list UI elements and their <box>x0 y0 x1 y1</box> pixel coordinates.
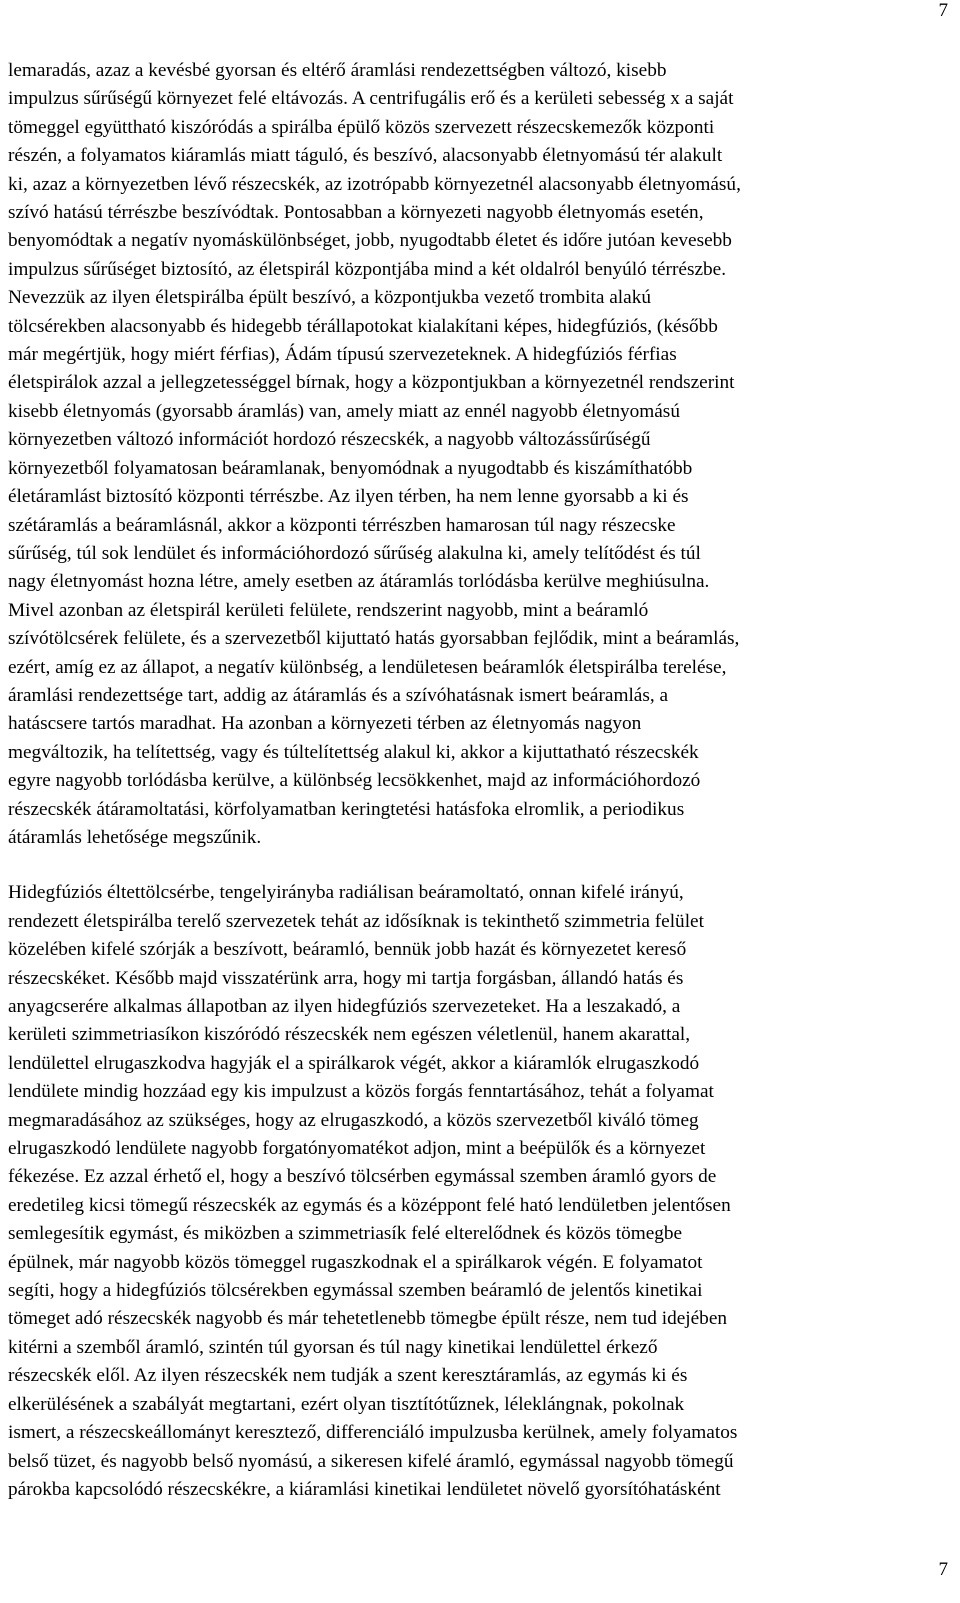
text-line: részén, a folyamatos kiáramlás miatt táguló, és beszívó, alacsonyabb életnyomású tér alakult <box>8 145 723 167</box>
text-line: környezetben változó információt hordozó részecskék, a nagyobb változássűrűségű <box>8 429 651 451</box>
paragraph-1 <box>8 57 928 852</box>
text-line: fékezése. Ez azzal érhető el, hogy a beszívó tölcsérben egymással szemben áramló gyors de <box>8 1166 717 1188</box>
text-line: segíti, hogy a hidegfúziós tölcsérekben egymással szemben beáramló de jelentős kinetikai <box>8 1280 703 1302</box>
text-line: semlegesítik egymást, és miközben a szimmetriasík felé elterelődnek és közös tömegbe <box>8 1223 683 1245</box>
text-line: sűrűség, túl sok lendület és információhordozó sűrűség alakulna ki, amely telítődést és túl <box>8 542 701 564</box>
page-number-bottom: 7 <box>938 1559 948 1580</box>
text-line: impulzus sűrűséget biztosító, az életspirál központjába mind a két oldalról benyúló térrészbe. <box>8 258 727 280</box>
text-line: ki, azaz a környezetben lévő részecskék, az izotrópabb környezetnél alacsonyabb életnyomású, <box>8 173 741 195</box>
text-line: eredetileg kicsi tömegű részecskék az egymás és a középpont felé ható lendületben jelentősen <box>8 1194 731 1216</box>
text-line: részecskék átáramoltatási, körfolyamatban keringtetési hatásfoka elromlik, a periodikus <box>8 798 685 820</box>
document-body <box>8 57 928 1504</box>
text-line: átáramlás lehetősége megszűnik. <box>8 826 262 848</box>
text-line: elkerülésének a szabályát megtartani, ezért olyan tisztítótűznek, léleklángnak, pokolnak <box>8 1393 685 1415</box>
text-line: közelében kifelé szórják a beszívott, beáramló, bennük jobb hazát és környezetet kereső <box>8 939 687 961</box>
text-line: megmaradásához az szükséges, hogy az elrugaszkodó, a közös szervezetből kiváló tömeg <box>8 1109 699 1131</box>
text-line: áramlási rendezettsége tart, addig az átáramlás és a szívóhatásnak ismert beáramlás, a <box>8 684 669 706</box>
text-line: Mivel azonban az életspirál kerületi felülete, rendszerint nagyobb, mint a beáramló <box>8 599 649 621</box>
text-line: anyagcserére alkalmas állapotban az ilyen hidegfúziós szervezeteket. Ha a leszakadó, a <box>8 996 681 1017</box>
text-line: kitérni a szemből áramló, szintén túl gyorsan és túl nagy kinetikai lendülettel érkező <box>8 1336 658 1358</box>
text-line: egyre nagyobb torlódásba kerülve, a különbség lecsökkenhet, majd az információhordozó <box>8 770 701 792</box>
text-line: párokba kapcsolódó részecskékre, a kiáramlási kinetikai lendületet növelő gyorsítóhatásként <box>8 1478 721 1500</box>
text-line: környezetből folyamatosan beáramlanak, benyomódnak a nyugodtabb és kiszámíthatóbb <box>8 457 693 479</box>
text-line: részecskéket. Később majd visszatérünk arra, hogy mi tartja forgásban, állandó hatás és <box>8 967 684 989</box>
text-line: ezért, amíg ez az állapot, a negatív különbség, a lendületesen beáramlók életspirálba terelése, <box>8 656 727 678</box>
text-line: szívó hatású térrészbe beszívódtak. Pontosabban a környezeti nagyobb életnyomás esetén, <box>8 202 704 224</box>
text-line: megváltozik, ha telítettség, vagy és túltelítettség alakul ki, akkor a kijuttatható részecskék <box>8 741 699 763</box>
text-line: lendülete mindig hozzáad egy kis impulzust a közös forgás fenntartásához, tehát a folyamat <box>8 1081 714 1103</box>
text-line: hatáscsere tartós maradhat. Ha azonban a környezeti térben az életnyomás nagyon <box>8 713 642 735</box>
paragraph-2 <box>8 879 928 1504</box>
text-line: már megértjük, hogy miért férfias), Ádám típusú szervezeteknek. A hidegfúziós férfias <box>8 344 677 366</box>
text-line: impulzus sűrűségű környezet felé eltávozás. A centrifugális erő és a kerületi sebesség x a saját <box>8 88 734 110</box>
text-line: elrugaszkodó lendülete nagyobb forgatónyomatékot adjon, mint a beépülők és a környezet <box>8 1138 706 1160</box>
text-line: tömeggel együttható kiszóródás a spirálba épülő közös szervezett részecskemezők központi <box>8 116 715 138</box>
text-line: tölcsérekben alacsonyabb és hidegebb térállapotokat kialakítani képes, hidegfúziós, (később <box>8 315 718 337</box>
text-line: benyomódtak a negatív nyomáskülönbséget, jobb, nyugodtabb életet és időre jutóan kevesebb <box>8 230 732 252</box>
text-line: lemaradás, azaz a kevésbé gyorsan és eltérő áramlási rendezettségben változó, kisebb <box>8 60 667 81</box>
text-line: életspirálok azzal a jellegzetességgel bírnak, hogy a központjukban a környezetnél rendszerint <box>8 372 735 394</box>
text-line: szívótölcsérek felülete, és a szervezetből kijuttató hatás gyorsabban fejlődik, mint a beáramlás, <box>8 628 740 650</box>
text-line: életáramlást biztosító központi térrészbe. Az ilyen térben, ha nem lenne gyorsabb a ki és <box>8 486 689 508</box>
text-line: Nevezzük az ilyen életspirálba épült beszívó, a központjukba vezető trombita alakú <box>8 287 651 309</box>
text-line: kisebb életnyomás (gyorsabb áramlás) van, amely miatt az ennél nagyobb életnyomású <box>8 400 680 422</box>
text-line: Hidegfúziós éltettölcsérbe, tengelyirányba radiálisan beáramoltató, onnan kifelé irányú, <box>8 882 684 904</box>
text-line: rendezett életspirálba terelő szervezetek tehát az idősíknak is tekinthető szimmetria felület <box>8 910 704 932</box>
page-number-top: 7 <box>938 0 948 21</box>
text-line: lendülettel elrugaszkodva hagyják el a spirálkarok végét, akkor a kiáramlók elrugaszkodó <box>8 1052 700 1074</box>
text-line: nagy életnyomást hozna létre, amely esetben az átáramlás torlódásba kerülve meghiúsulna. <box>8 571 710 593</box>
text-line: kerületi szimmetriasíkon kiszóródó részecskék nem egészen véletlenül, hanem akarattal, <box>8 1024 691 1046</box>
text-line: épülnek, már nagyobb közös tömeggel rugaszkodnak el a spirálkarok végén. E folyamatot <box>8 1251 703 1273</box>
text-line: belső tüzet, és nagyobb belső nyomású, a sikeresen kifelé áramló, egymással nagyobb tömegű <box>8 1450 734 1472</box>
text-line: részecskék elől. Az ilyen részecskék nem tudják a szent keresztáramlás, az egymás ki és <box>8 1365 688 1387</box>
text-line: szétáramlás a beáramlásnál, akkor a központi térrészben hamarosan túl nagy részecske <box>8 514 676 536</box>
text-line: tömeget adó részecskék nagyobb és már tehetetlenebb tömegbe épült része, nem tud idejében <box>8 1308 728 1330</box>
text-line: ismert, a részecskeállományt keresztező, differenciáló impulzusba kerülnek, amely folyamatos <box>8 1422 738 1444</box>
